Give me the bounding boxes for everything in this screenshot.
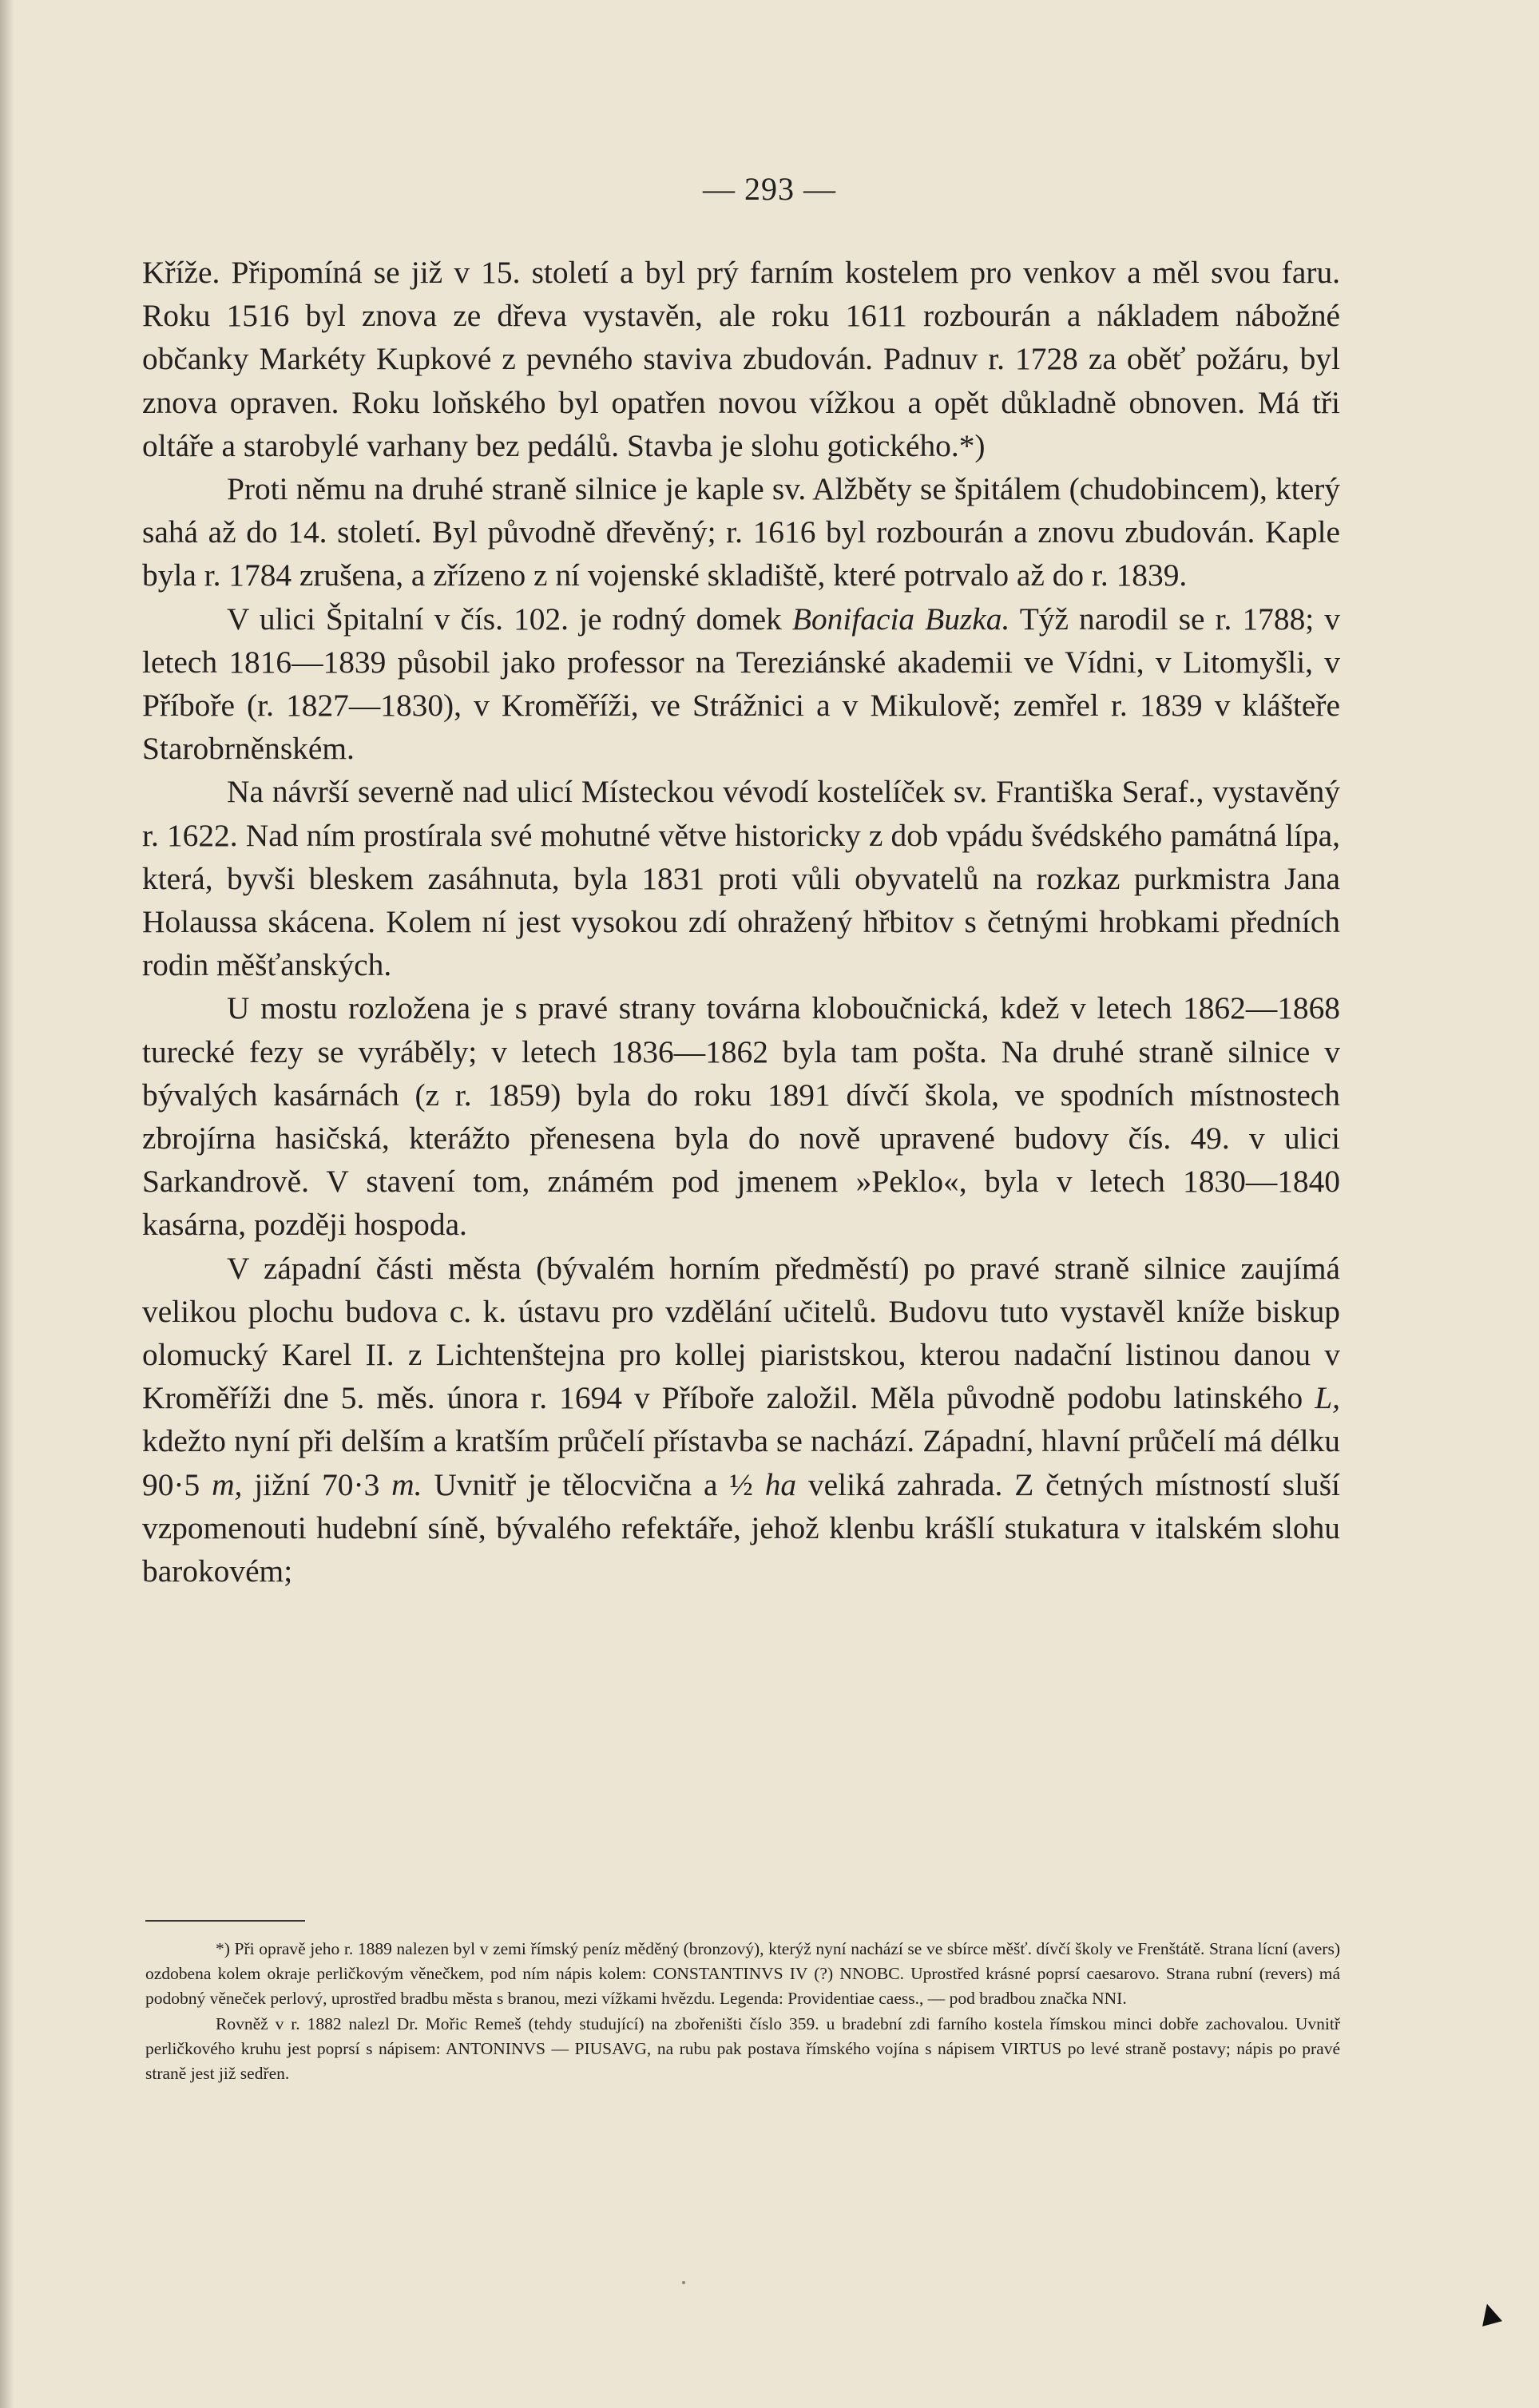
paper-speck bbox=[682, 2281, 685, 2284]
unit-m-2: m. bbox=[391, 1466, 422, 1502]
footnote-2: Rovněž v r. 1882 nalezl Dr. Mořic Remeš (tehdy studující) na zbořeništi číslo 359. u bradební zdi farního kostela římskou minci dobře zachovalou. Uvnitř perličkového kruhu jest poprsí s nápisem: ANTONINVS — PIUSAVG, na rubu pak postava římského vojína s nápisem VIRTUS po levé straně postavy; nápis po pravé straně jest již sedřen. bbox=[145, 2013, 1340, 2084]
paragraph-5: U mostu rozložena je s pravé strany továrna kloboučnická, kdež v letech 1862—1868 turecké fezy se vyráběly; v letech 1836—1862 byla tam pošta. Na druhé straně silnice v bývalých kasárnách (z r. 1859) byla do roku 1891 dívčí škola, ve spodních místnostech zbrojírna hasičská, kterážto přenesena byla do nově upravené budovy čís. 49. v ulici Sarkandrově. V stavení tom, známém pod jmenem »Peklo«, byla v letech 1830—1840 kasárna, později hospoda. bbox=[142, 990, 1340, 1243]
paragraph-3-text-b: Týž narodil se r. 1788; v letech 1816—1839 působil jako professor na Tereziánské akademii ve Vídni, v Litomyšli, v Příboře (r. 1827—1830), v Kroměříži, ve Strážnici a v Mikulově; zemřel r. 1839 v klášteře Starobrněnském. bbox=[142, 601, 1340, 767]
paragraph-6-text-c: jižní 70·3 bbox=[254, 1466, 380, 1502]
unit-m-1: m, bbox=[212, 1466, 243, 1502]
paragraph-4: Na návrší severně nad ulicí Místeckou vévodí kostelíček sv. Františka Seraf., vystavěný r. 1622. Nad ním prostírala své mohutné větve historicky z dob vpádu švédského památná lípa, která, byvši bleskem zasáhnuta, byla 1831 proti vůli obyvatelů na rozkaz purkmistra Jana Holaussa skácena. Kolem ní jest vysokou zdí ohražený hřbitov s četnými hrobkami předních rodin měšťanských. bbox=[142, 774, 1340, 983]
paragraph-6-text-b: kdežto nyní při delším a kratším průčelí přístavba se nachází. Západní, hlavní průčelí má délku 90·5 bbox=[142, 1423, 1340, 1502]
paragraph-1: Kříže. Připomíná se již v 15. století a byl prý farním kostelem pro venkov a měl svou faru. Roku 1516 byl znova ze dřeva vystavěn, ale roku 1611 rozbourán a nákladem nábožné občanky Markéty Kupkové z pevného staviva zbudován. Padnuv r. 1728 za oběť požáru, byl znova opraven. Roku loňského byl opatřen novou vížkou a opět důkladně obnoven. Má tři oltáře a starobylé varhany bez pedálů. Stavba je slohu gotického.*) bbox=[142, 255, 1340, 463]
person-name: Bonifacia Buzka. bbox=[791, 601, 1010, 637]
paragraph-6-text-e: veliká zahrada. Z četných místností sluší vzpomenouti hudební síně, bývalého refektáře, jehož klenbu krášlí stukatura v italském slohu barokovém; bbox=[142, 1466, 1340, 1589]
letter-l: L, bbox=[1315, 1380, 1340, 1416]
paragraph-6-text-a: V západní části města (bývalém horním předměstí) po pravé straně silnice zaujímá velikou plochu budova c. k. ústavu pro vzdělání učitelů. Budovu tuto vystavěl kníže biskup olomucký Karel II. z Lichtenštejna pro kollej piaristskou, kterou nadační listinou danou v Kroměříži dne 5. měs. února r. 1694 v Příboře založil. Měla původně podobu latinského bbox=[142, 1250, 1340, 1416]
paragraph-3-text-a: V ulici Špitalní v čís. 102. je rodný domek bbox=[227, 601, 782, 637]
unit-ha: ha bbox=[764, 1466, 797, 1502]
main-text bbox=[142, 251, 1340, 1593]
corner-ink-mark-icon: ▲ bbox=[1467, 2289, 1512, 2336]
paragraph-6 bbox=[142, 1247, 1340, 1593]
page-gutter-shadow bbox=[0, 0, 14, 2408]
paragraph-6-text-d: Uvnitř je tělocvična a ½ bbox=[434, 1466, 753, 1502]
footnotes bbox=[145, 1937, 1340, 2086]
footnote-separator bbox=[145, 1920, 305, 1922]
footnote-1: *) Při opravě jeho r. 1889 nalezen byl v zemi římský peníz měděný (bronzový), kterýž nyní nachází se ve sbírce měšť. dívčí školy ve Frenštátě. Strana lícní (avers) ozdobena kolem okraje perličkovým věnečkem, pod ním nápis kolem: CONSTANTINVS IV (?) NNOBC. Uprostřed krásné poprsí caesarovo. Strana rubní (revers) má podobný věneček perlový, uprostřed bradbu města s branou, mezi vížkami hvězdu. Legenda: Providentiae caess., — pod bradbou značka NNI. bbox=[145, 1939, 1340, 2009]
page-number: — 293 — bbox=[703, 171, 836, 207]
paragraph-3 bbox=[142, 597, 1340, 771]
paragraph-2: Proti němu na druhé straně silnice je kaple sv. Alžběty se špitálem (chudobincem), který sahá až do 14. století. Byl původně dřevěný; r. 1616 byl rozbourán a znovu zbudován. Kaple byla r. 1784 zrušena, a zřízeno z ní vojenské skladiště, které potrvalo až do r. 1839. bbox=[142, 471, 1340, 593]
